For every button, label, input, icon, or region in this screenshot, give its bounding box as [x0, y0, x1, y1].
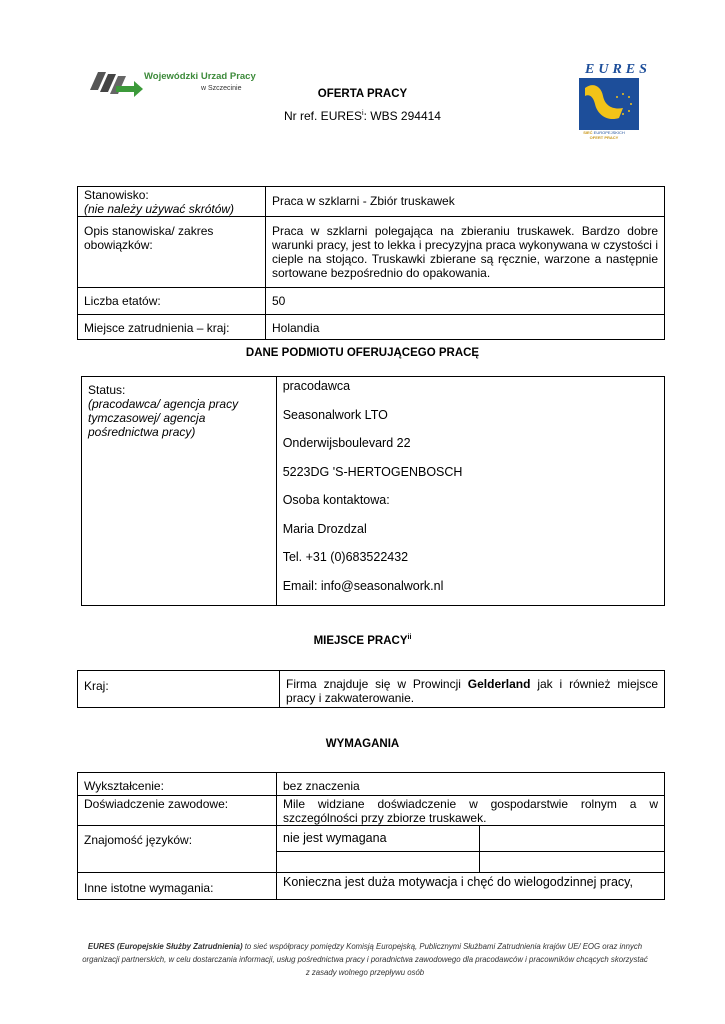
jezyki-label: Znajomość języków:	[78, 826, 277, 873]
employer-details	[276, 377, 664, 606]
row-opis	[78, 217, 665, 288]
stanowisko-label: Stanowisko:	[84, 188, 149, 202]
employer-email[interactable]: Email: info@seasonalwork.nl	[282, 578, 444, 593]
employer-contact-name: Maria Drozdzal	[282, 521, 367, 536]
kraj-value: Firma znajduje się w Prowincji Gelderland jak i również miejsce pracy i zakwaterowanie.	[280, 671, 665, 708]
wup-logo-line2: w Szczecinie	[201, 85, 242, 92]
row-wyksztalcenie	[78, 773, 665, 796]
province-name: Gelderland	[467, 677, 531, 691]
footer-bold: EURES (Europejskie Służby Zatrudnienia)	[87, 942, 243, 951]
reference-number: Nr ref. EURES$^i$: WBS 294414	[284, 109, 441, 123]
row-status	[82, 377, 665, 606]
row-kraj	[78, 671, 665, 708]
opis-value: Praca w szklarni polegająca na zbieraniu truskawek. Bardzo dobre warunki pracy, jest to lekka i precyzyjna praca wykonywana w czystości i cieple na stojąco. Truskawki zbierane są ręcznie, warzone a następnie sortowane bezpośrednio do opakowania.	[266, 217, 665, 288]
miejsce-value: Holandia	[266, 315, 665, 340]
miejsce-label: Miejsce zatrudnienia – kraj:	[78, 315, 266, 340]
employer-contact-label: Osoba kontaktowa:	[282, 493, 390, 507]
row-miejsce	[78, 315, 665, 340]
row-doswiadczenie	[78, 796, 665, 826]
eures-logo	[573, 62, 651, 146]
jezyki-empty-cell	[480, 826, 665, 852]
footer-text: to sieć współpracy pomiędzy Komisją Europejską, Publicznymi Służbami Zatrudnienia krajów UE/ EOG oraz innych organizacji partnerskich, w celu dostarczania informacji, usług pośrednictwa pracy i poradnictwa zawodowego dla pracodawców i pracowników chcących skorzystać z zasady wolnego przepływu osób	[82, 942, 648, 977]
etaty-value: 50	[266, 288, 665, 315]
eures-logo-word: EURES	[585, 62, 651, 77]
footer-note	[80, 940, 650, 979]
stanowisko-label-cell	[78, 187, 266, 217]
requirements-table	[77, 772, 665, 900]
inne-label: Inne istotne wymagania:	[78, 873, 277, 900]
row-stanowisko	[78, 187, 665, 217]
eures-tagline: SIEĆ EUROPEJSKICH OFERT PRACY	[583, 130, 625, 140]
status-note: (pracodawca/ agencja pracy tymczasowej/ agencja pośrednictwa pracy)	[88, 397, 239, 439]
etaty-label: Liczba etatów:	[78, 288, 266, 315]
document-title: OFERTA PRACY	[317, 88, 408, 100]
row-jezyki	[78, 826, 665, 852]
status-label-cell	[82, 377, 277, 606]
status-label: Status:	[88, 383, 126, 397]
inne-value: Konieczna jest duża motywacja i chęć do wielogodzinnej pracy,	[277, 873, 665, 900]
employer-company: Seasonalwork LTO	[282, 407, 388, 422]
employer-status-value: pracodawca	[282, 379, 351, 393]
requirements-heading: WYMAGANIA	[325, 738, 400, 750]
wyksztalcenie-label: Wykształcenie:	[78, 773, 277, 796]
wup-logo-line1: Wojewódzki Urzad Pracy	[144, 71, 256, 82]
employer-heading: DANE PODMIOTU OFERUJĄCEGO PRACĘ	[245, 347, 480, 359]
opis-label: Opis stanowiska/ zakres obowiązków:	[78, 217, 266, 288]
row-etaty	[78, 288, 665, 315]
employer-street: Onderwijsboulevard 22	[282, 436, 411, 450]
doswiadczenie-value: Mile widziane doświadczenie w gospodarstwie rolnym a w szczególności przy zbiorze truskawek.	[277, 796, 665, 826]
employer-city: 5223DG 'S-HERTOGENBOSCH	[282, 464, 463, 479]
stanowisko-note: (nie należy używać skrótów)	[84, 202, 235, 216]
kraj-label: Kraj:	[78, 671, 280, 708]
jezyki-empty-cell-2	[277, 852, 480, 873]
employer-table	[81, 376, 665, 606]
employer-phone: Tel. +31 (0)683522432	[282, 550, 409, 564]
wyksztalcenie-value: bez znaczenia	[277, 773, 665, 796]
jezyki-value: nie jest wymagana	[277, 826, 480, 852]
place-table	[77, 670, 665, 708]
position-table	[77, 186, 665, 340]
stanowisko-value: Praca w szklarni - Zbiór truskawek	[266, 187, 665, 217]
place-heading: MIEJSCE PRACY$^{ii}$	[313, 634, 412, 647]
row-inne	[78, 873, 665, 900]
jezyki-empty-cell-3	[480, 852, 665, 873]
doswiadczenie-label: Doświadczenie zawodowe:	[78, 796, 277, 826]
